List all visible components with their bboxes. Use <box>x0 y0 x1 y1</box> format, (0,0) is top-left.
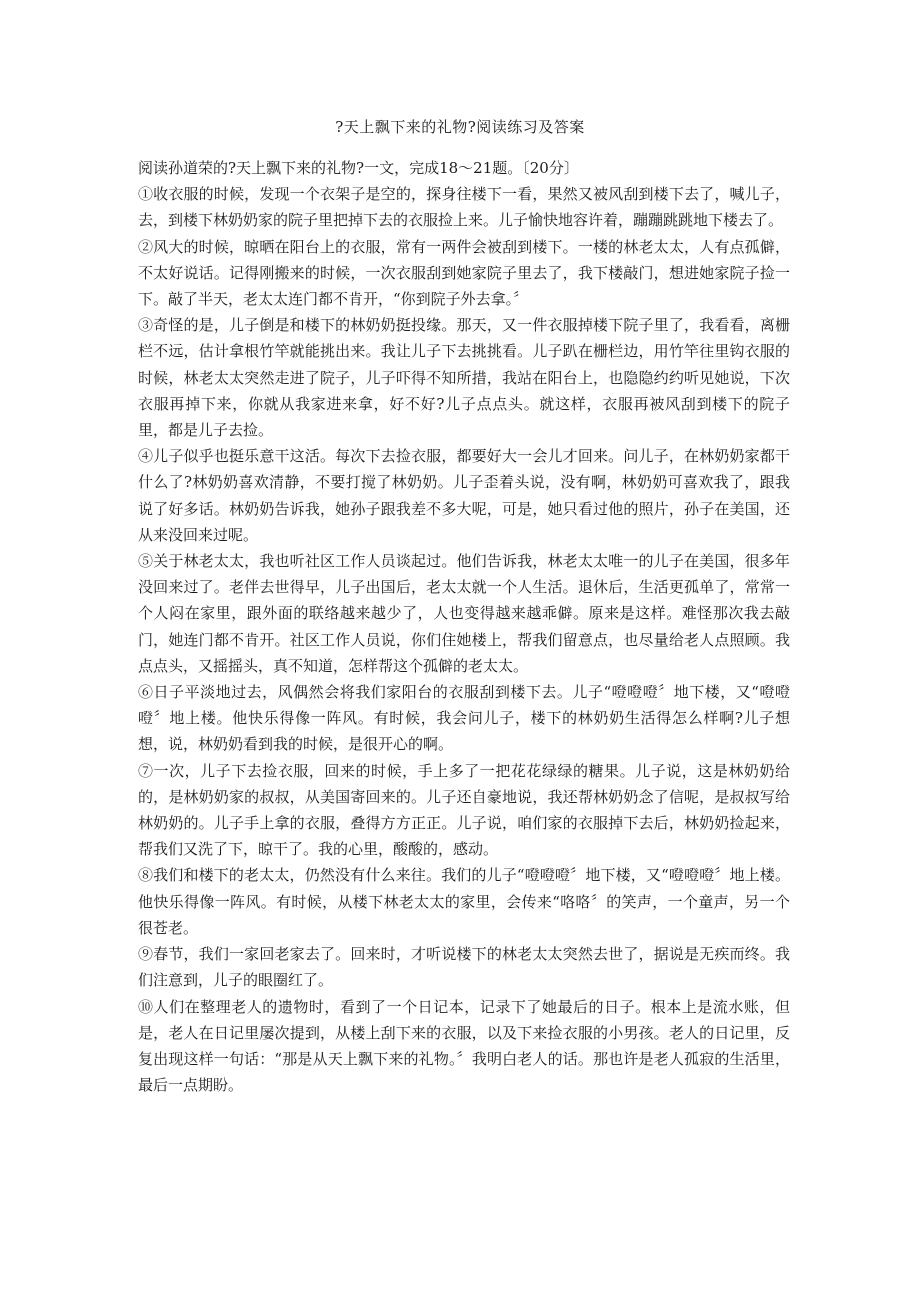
paragraph-9: ⑨春节，我们一家回老家去了。回来时，才听说楼下的林老太太突然去世了，据说是无疾而终。我们注意到，儿子的眼圈红了。 <box>138 945 790 990</box>
article-body <box>138 155 790 1098</box>
paragraph-2: ②风大的时候，晾晒在阳台上的衣服，常有一两件会被刮到楼下。一楼的林老太太，人有点孤僻，不太好说话。记得刚搬来的时候，一次衣服刮到她家院子里去了，我下楼敲门，想进她家院子捡一下。敲了半天，老太太连门都不肯开，“你到院子外去拿。〞 <box>138 237 790 309</box>
paragraph-6: ⑥日子平淡地过去，风偶然会将我们家阳台的衣服刮到楼下去。儿子“噔噔噔〞地下楼，又“噔噔噔〞地上楼。他快乐得像一阵风。有时候，我会问儿子，楼下的林奶奶生活得怎么样啊?儿子想想，说，林奶奶看到我的时候，是很开心的啊。 <box>138 683 790 754</box>
paragraph-3: ③奇怪的是，儿子倒是和楼下的林奶奶挺投缘。那天，又一件衣服掉楼下院子里了，我看看，离栅栏不远，估计拿根竹竿就能挑出来。我让儿子下去挑挑看。儿子趴在栅栏边，用竹竿往里钩衣服的时候，林老太太突然走进了院子，儿子吓得不知所措，我站在阳台上，也隐隐约约听见她说，下次衣服再掉下来，你就从我家进来拿，好不好?儿子点点头。就这样，衣服再被风刮到楼下的院子里，都是儿子去捡。 <box>138 316 790 440</box>
paragraph-8: ⑧我们和楼下的老太太，仍然没有什么来往。我们的儿子“噔噔噔〞地下楼，又“噔噔噔〞地上楼。他快乐得像一阵风。有时候，从楼下林老太太的家里，会传来“咯咯〞的笑声，一个童声，另一个很苍老。 <box>138 866 790 937</box>
paragraph-7: ⑦一次，儿子下去捡衣服，回来的时候，手上多了一把花花绿绿的糖果。儿子说，这是林奶奶给的，是林奶奶家的叔叔，从美国寄回来的。儿子还自豪地说，我还帮林奶奶念了信呢，是叔叔写给林奶奶的。儿子手上拿的衣服，叠得方方正正。儿子说，咱们家的衣服掉下去后，林奶奶捡起来，帮我们又洗了下，晾干了。我的心里，酸酸的，感动。 <box>138 761 790 859</box>
paragraph-5: ⑤关于林老太太，我也听社区工作人员谈起过。他们告诉我，林老太太唯一的儿子在美国，很多年没回来过了。老伴去世得早，儿子出国后，老太太就一个人生活。退休后，生活更孤单了，常常一个人闷在家里，跟外面的联络越来越少了，人也变得越来越乖僻。原来是这样。难怪那次我去敲门，她连门都不肯开。社区工作人员说，你们住她楼上，帮我们留意点，也尽量给老人点照顾。我点点头，又摇摇头，真不知道，怎样帮这个孤僻的老太太。 <box>138 552 790 675</box>
paragraph-1: ①收衣服的时候，发现一个衣架子是空的，探身往楼下一看，果然又被风刮到楼下去了，喊儿子，去，到楼下林奶奶家的院子里把掉下去的衣服捡上来。儿子愉快地容许着，蹦蹦跳跳地下楼去了。 <box>138 185 790 230</box>
document-title: ?天上飘下来的礼物?阅读练习及答案 <box>335 118 585 136</box>
paragraph-10: ⑩人们在整理老人的遗物时，看到了一个日记本，记录下了她最后的日子。根本上是流水账，但是，老人在日记里屡次提到，从楼上刮下来的衣服，以及下来捡衣服的小男孩。老人的日记里，反复出现这样一句话：“那是从天上飘下来的礼物。〞我明白老人的话。那也许是老人孤寂的生活里，最后一点期盼。 <box>138 997 790 1095</box>
paragraph-4: ④儿子似乎也挺乐意干这活。每次下去捡衣服，都要好大一会儿才回来。问儿子，在林奶奶家都干什么了?林奶奶喜欢清静，不要打搅了林奶奶。儿子歪着头说，没有啊，林奶奶可喜欢我了，跟我说了好多话。林奶奶告诉我，她孙子跟我差不多大呢，可是，她只看过他的照片，孙子在美国，还从来没回来过呢。 <box>138 447 790 544</box>
intro-line: 阅读孙道荣的?天上飘下来的礼物?一文，完成18～21题。〔20分〕 <box>138 159 579 177</box>
